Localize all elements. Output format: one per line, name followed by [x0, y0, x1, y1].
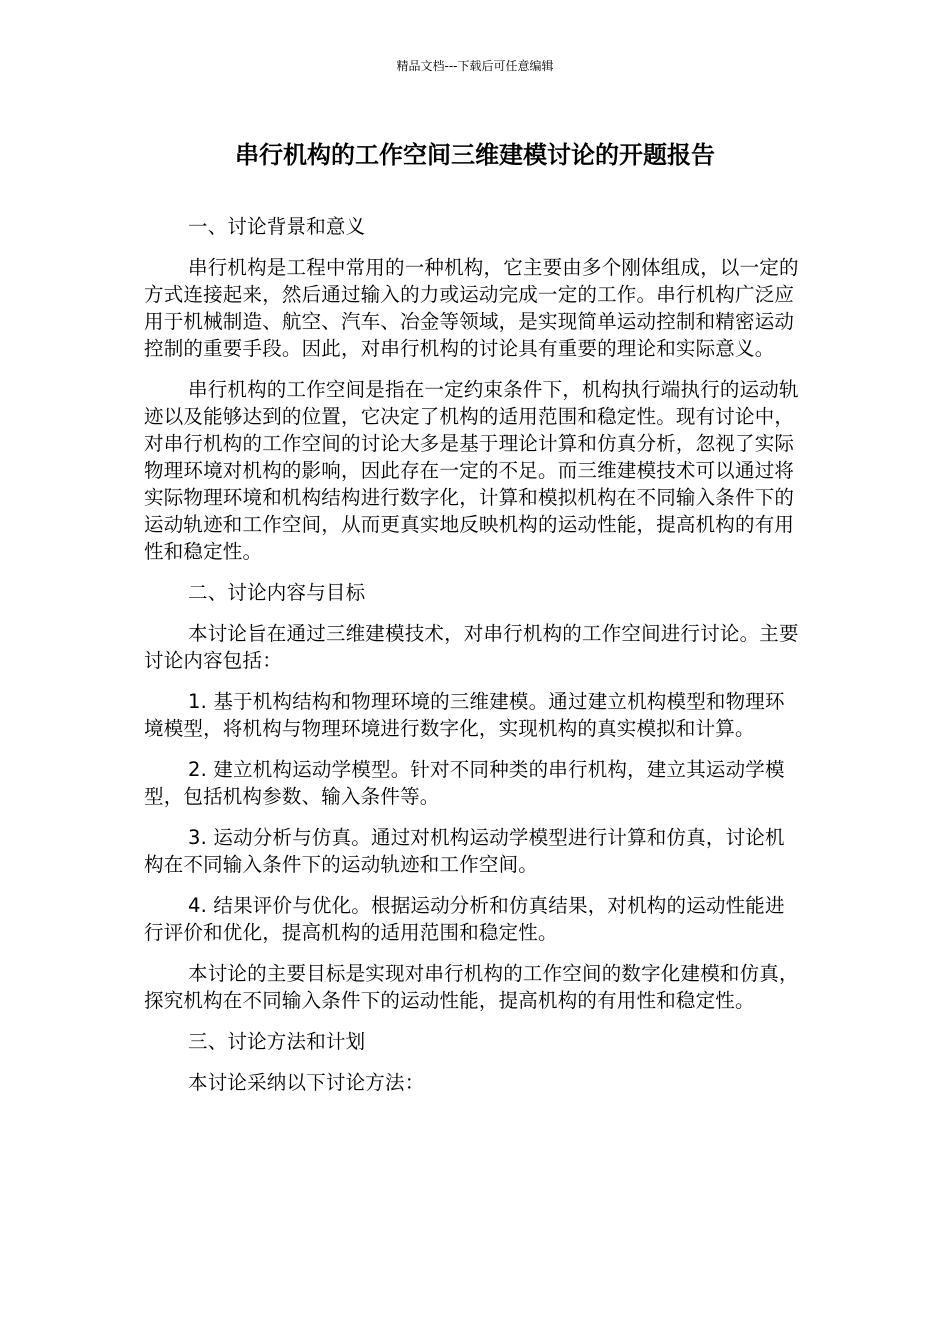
- list-item-3: 3. 运动分析与仿真。通过对机构运动学模型进行计算和仿真，讨论机构在不同输入条件下的运动轨迹和工作空间。: [144, 826, 785, 876]
- list-item-4: 4. 结果评价与优化。根据运动分析和仿真结果，对机构的运动性能进行评价和优化，提高机构的适用范围和稳定性。: [144, 894, 785, 944]
- paragraph-background-1: 串行机构是工程中常用的一种机构，它主要由多个刚体组成，以一定的方式连接起来，然后通过输入的力或运动完成一定的工作。串行机构广泛应用于机械制造、航空、汽车、冶金等领域，是实现简单运动控制和精密运动控制的重要手段。因此，对串行机构的讨论具有重要的理论和实际意义。: [144, 256, 799, 360]
- document-body: [144, 213, 800, 1110]
- paragraph-goal: 本讨论的主要目标是实现对串行机构的工作空间的数字化建模和仿真，探究机构在不同输入条件下的运动性能，提高机构的有用性和稳定性。: [144, 962, 799, 1012]
- section-heading-background: 一、讨论背景和意义: [188, 215, 366, 238]
- paragraph-method-intro: 本讨论采纳以下讨论方法：: [188, 1071, 425, 1094]
- page-header-note: 精品文档---下载后可任意编辑: [396, 59, 554, 73]
- section-heading-method: 三、讨论方法和计划: [188, 1030, 366, 1053]
- list-item-1: 1. 基于机构结构和物理环境的三维建模。通过建立机构模型和物理环境模型，将机构与物理环境进行数字化，实现机构的真实模拟和计算。: [144, 690, 785, 740]
- paragraph-content-intro: 本讨论旨在通过三维建模技术，对串行机构的工作空间进行讨论。主要讨论内容包括：: [144, 622, 799, 672]
- document-title: 串行机构的工作空间三维建模讨论的开题报告: [235, 141, 715, 169]
- list-item-2: 2. 建立机构运动学模型。针对不同种类的串行机构，建立其运动学模型，包括机构参数、输入条件等。: [144, 758, 785, 808]
- paragraph-background-2: 串行机构的工作空间是指在一定约束条件下，机构执行端执行的运动轨迹以及能够达到的位置，它决定了机构的适用范围和稳定性。现有讨论中，对串行机构的工作空间的讨论大多是基于理论计算和仿真分析，忽视了实际物理环境对机构的影响，因此存在一定的不足。而三维建模技术可以通过将实际物理环境和机构结构进行数字化，计算和模拟机构在不同输入条件下的运动轨迹和工作空间，从而更真实地反映机构的运动性能，提高机构的有用性和稳定性。: [144, 378, 799, 563]
- section-heading-content: 二、讨论内容与目标: [188, 581, 366, 604]
